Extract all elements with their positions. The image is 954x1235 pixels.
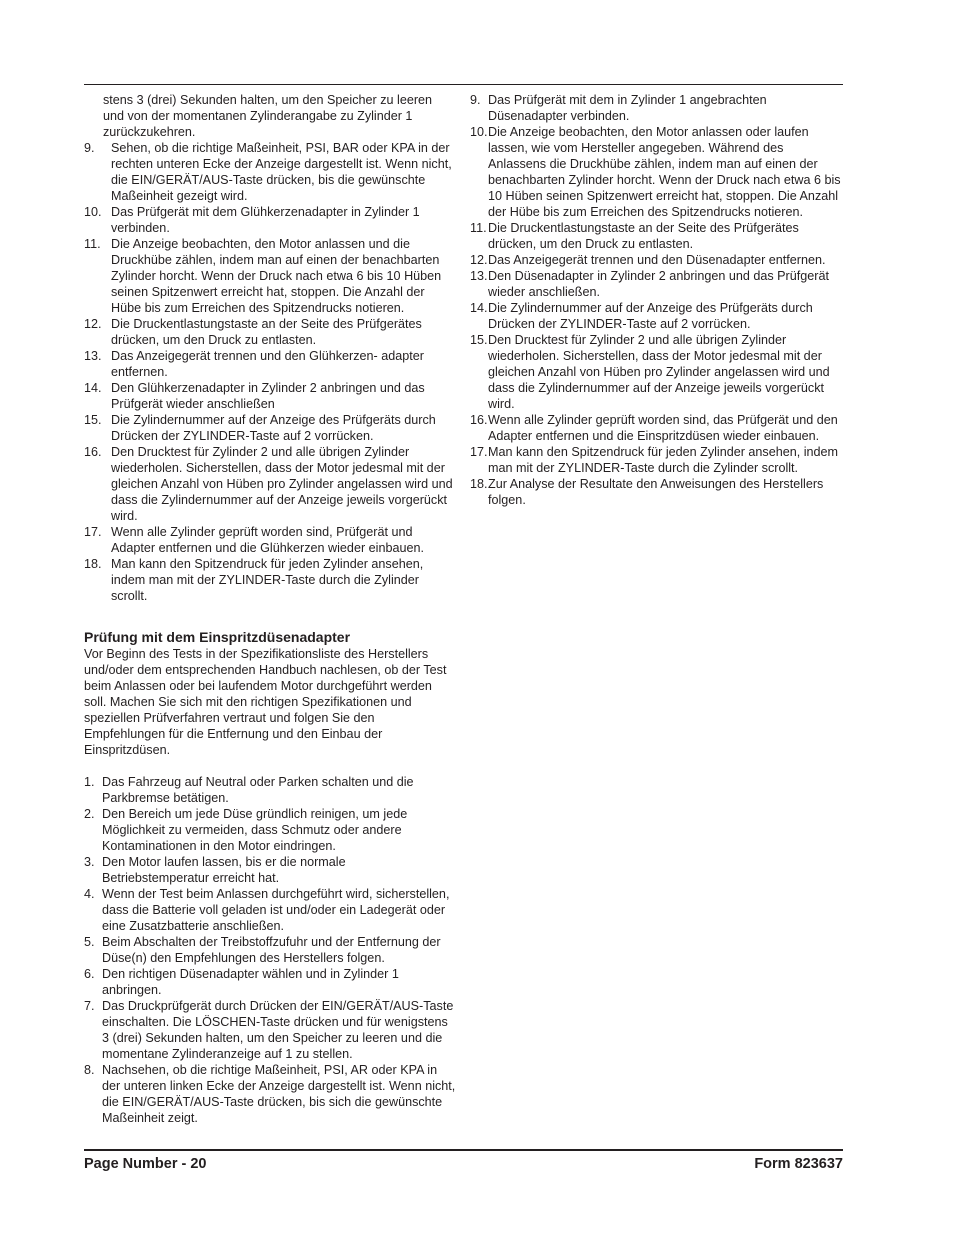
item-number: 15.	[84, 413, 102, 427]
item-text: Die Zylindernummer auf der Anzeige des Prüfgeräts durch Drücken der ZYLINDER-Taste auf 2 vorrücken.	[111, 413, 436, 443]
list-item	[470, 332, 842, 412]
item-text: Das Anzeigegerät trennen und den Glühkerzen- adapter entfernen.	[111, 349, 424, 379]
item-number: 9.	[470, 93, 481, 107]
item-text: Den richtigen Düsenadapter wählen und in Zylinder 1 anbringen.	[102, 967, 399, 997]
item-text: Den Motor laufen lassen, bis er die normale Betriebstemperatur erreicht hat.	[102, 855, 346, 885]
right-item-list	[470, 92, 842, 508]
item-number: 17.	[84, 525, 102, 539]
item-number: 7.	[84, 999, 95, 1013]
item-number: 14.	[470, 301, 488, 315]
item-text: Wenn alle Zylinder geprüft worden sind, Prüfgerät und Adapter entfernen und die Glühkerzen wieder einbauen.	[111, 525, 424, 555]
list-item	[84, 140, 456, 204]
section-intro: Vor Beginn des Tests in der Spezifikationsliste des Herstellers und/oder dem entsprechenden Handbuch nachlesen, ob der Test beim Anlassen oder bei laufendem Motor durchgeführt werden soll. Machen Sie sich mit den richtigen Spezifikationen und speziellen Prüfverfahren vertraut und folgen Sie den Empfehlungen für die Entfernung und den Einbau der Einspritzdüsen.	[84, 647, 447, 757]
list-item	[84, 934, 456, 966]
item-number: 15.	[470, 333, 488, 347]
list-item	[470, 92, 842, 124]
item-text: Das Druckprüfgerät durch Drücken der EIN/GERÄT/AUS-Taste einschalten. Die LÖSCHEN-Taste drücken und für wenigstens 3 (drei) Sekunden halten, um den Speicher zu leeren und die momentane Zylinderanzeige auf 1 zu stellen.	[102, 999, 454, 1061]
list-item	[84, 556, 456, 604]
item-number: 12.	[84, 317, 102, 331]
item-number: 13.	[470, 269, 488, 283]
item-text: Das Prüfgerät mit dem Glühkerzenadapter in Zylinder 1 verbinden.	[111, 205, 420, 235]
item-number: 9.	[84, 141, 95, 155]
item-number: 10.	[84, 205, 102, 219]
item-text: Die Zylindernummer auf der Anzeige des Prüfgeräts durch Drücken der ZYLINDER-Taste auf 2 vorrücken.	[488, 301, 813, 331]
item-text: Wenn der Test beim Anlassen durchgeführt wird, sicherstellen, dass die Batterie voll geladen ist und/oder ein Ladegerät oder eine Zusatzbatterie anschließen.	[102, 887, 450, 933]
item-text: Das Prüfgerät mit dem in Zylinder 1 angebrachten Düsenadapter verbinden.	[488, 93, 767, 123]
list-item	[84, 886, 456, 934]
header-rule	[84, 84, 843, 85]
item-text: Den Drucktest für Zylinder 2 und alle übrigen Zylinder wiederholen. Sicherstellen, dass der Motor jedesmal mit der gleichen Anzahl von Hüben pro Zylinder angelassen wird und dass die Zylindernummer auf der Anzeige jeweils vorgerückt wird.	[111, 445, 453, 523]
item-number: 8.	[84, 1063, 95, 1077]
list-item	[470, 476, 842, 508]
item-text: Man kann den Spitzendruck für jeden Zylinder ansehen, indem man mit der ZYLINDER-Taste durch die Zylinder scrollt.	[488, 445, 839, 475]
item-text: Den Bereich um jede Düse gründlich reinigen, um jede Möglichkeit zu vermeiden, dass Schmutz oder andere Kontaminationen in den Motor eindringen.	[102, 807, 408, 853]
item-text: Die Druckentlastungstaste an der Seite des Prüfgerätes drücken, um den Druck zu entlasten.	[111, 317, 422, 347]
list-item	[470, 220, 842, 252]
item-number: 4.	[84, 887, 95, 901]
item-text: Beim Abschalten der Treibstoffzufuhr und der Entfernung der Düse(n) den Empfehlungen des Herstellers folgen.	[102, 935, 441, 965]
item-number: 5.	[84, 935, 95, 949]
list-item	[470, 300, 842, 332]
list-item	[84, 444, 456, 524]
item-number: 3.	[84, 855, 95, 869]
list-item	[470, 252, 842, 268]
list-item	[84, 966, 456, 998]
item-text: Den Drucktest für Zylinder 2 und alle übrigen Zylinder wiederholen. Sicherstellen, dass der Motor jedesmal mit der gleichen Anzahl von Hüben pro Zylinder angelassen wird und dass die Zylindernummer auf der Anzeige jeweils vorgerückt wird.	[488, 333, 830, 411]
item-text: Nachsehen, ob die richtige Maßeinheit, PSI, AR oder KPA in der unteren linken Ecke der Anzeige dargestellt ist. Wenn nicht, die EIN/GERÄT/AUS-Taste drücken, bis sich die gewünschte Maßeinheit zeigt.	[102, 1063, 456, 1125]
item-number: 10.	[470, 125, 488, 139]
item-number: 17.	[470, 445, 488, 459]
item-number: 12.	[470, 253, 488, 267]
item-number: 6.	[84, 967, 95, 981]
list-item	[84, 998, 456, 1062]
item-text: Zur Analyse der Resultate den Anweisungen des Herstellers folgen.	[488, 477, 824, 507]
item-text: Sehen, ob die richtige Maßeinheit, PSI, BAR oder KPA in der rechten unteren Ecke der Anzeige dargestellt ist. Wenn nicht, die EIN/GERÄT/AUS-Taste drücken, bis die gewünschte Maßeinheit gezeigt wird.	[111, 141, 452, 203]
item-text: Das Fahrzeug auf Neutral oder Parken schalten und die Parkbremse betätigen.	[102, 775, 414, 805]
list-item	[470, 268, 842, 300]
item-number: 14.	[84, 381, 102, 395]
list-item	[84, 806, 456, 854]
list-item	[84, 774, 456, 806]
item-text: Wenn alle Zylinder geprüft worden sind, das Prüfgerät und den Adapter entfernen und die Einspritzdüsen wieder einbauen.	[488, 413, 838, 443]
item-text: Man kann den Spitzendruck für jeden Zylinder ansehen, indem man mit der ZYLINDER-Taste durch die Zylinder scrollt.	[111, 557, 424, 603]
list-item	[84, 854, 456, 886]
item-text: Das Anzeigegerät trennen und den Düsenadapter entfernen.	[488, 253, 826, 267]
item-number: 16.	[470, 413, 488, 427]
form-number: Form 823637	[754, 1156, 843, 1172]
section-heading: Prüfung mit dem Einspritzdüsenadapter	[84, 629, 351, 645]
item-number: 1.	[84, 775, 95, 789]
item-text: Die Anzeige beobachten, den Motor anlassen oder laufen lassen, wie vom Hersteller angegeben. Während des Anlassens die Druckhübe zählen, indem man auf einen der benachbarten Zylinder horcht. Wenn der Druck nach etwa 6 bis 10 Hüben seinen Spitzenwert erreicht hat, stoppen. Die Anzahl der Hübe bis zum Erreichen des Spitzendrucks notieren.	[488, 125, 841, 219]
item-text: Den Glühkerzenadapter in Zylinder 2 anbringen und das Prüfgerät wieder anschließen	[111, 381, 425, 411]
list-item	[84, 204, 456, 236]
item-number: 11.	[470, 221, 487, 235]
item-number: 18.	[84, 557, 102, 571]
page-number: Page Number - 20	[84, 1156, 207, 1172]
continuation-text: stens 3 (drei) Sekunden halten, um den Speicher zu leeren und von der momentanen Zylinderangabe zu Zylinder 1 zurückzukehren.	[103, 93, 433, 139]
list-item	[84, 412, 456, 444]
list-item	[84, 316, 456, 348]
list-item	[470, 124, 842, 220]
step-list	[84, 774, 456, 1126]
list-item	[84, 524, 456, 556]
right-column	[470, 92, 842, 508]
item-text: Den Düsenadapter in Zylinder 2 anbringen und das Prüfgerät wieder anschließen.	[488, 269, 829, 299]
item-text: Die Druckentlastungstaste an der Seite des Prüfgerätes drücken, um den Druck zu entlasten.	[488, 221, 799, 251]
item-text: Die Anzeige beobachten, den Motor anlassen und die Druckhübe zählen, indem man auf einen der benachbarten Zylinder horcht. Wenn der Druck nach etwa 6 bis 10 Hüben seinen Spitzenwert erreicht hat, stoppen. Die Anzahl der Hübe bis zum Erreichen des Spitzendrucks notieren.	[111, 237, 442, 315]
left-item-list	[84, 140, 456, 604]
footer-rule	[84, 1149, 843, 1151]
list-item	[84, 1062, 456, 1126]
item-number: 2.	[84, 807, 95, 821]
item-number: 11.	[84, 237, 101, 251]
item-number: 16.	[84, 445, 102, 459]
list-item	[84, 348, 456, 380]
item-number: 18.	[470, 477, 488, 491]
list-item	[84, 380, 456, 412]
list-item	[470, 444, 842, 476]
list-item	[470, 412, 842, 444]
list-item	[84, 236, 456, 316]
item-number: 13.	[84, 349, 102, 363]
left-column	[84, 92, 456, 1126]
